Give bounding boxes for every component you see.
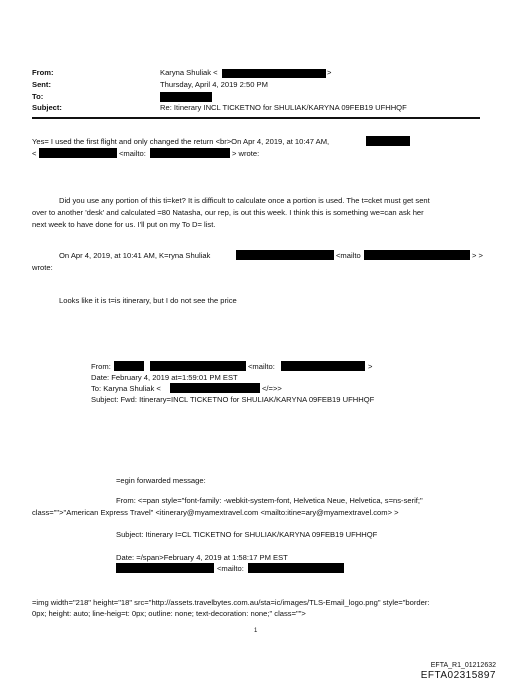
header-divider: [32, 117, 480, 119]
subject-label: Subject:: [32, 103, 62, 112]
page-number: 1: [254, 628, 258, 634]
quoted-paragraph-3: Looks like it is t=is itinerary, but I do not see the price: [59, 296, 237, 305]
forward-from-tail: >: [368, 362, 373, 371]
redaction-box: [366, 136, 410, 146]
forward-to-suffix: </=>>: [262, 384, 282, 393]
img-tag-line-2: 0px; height: auto; line-heig=t: 0px; outline: none; text-decoration: none;" class="">: [32, 609, 306, 618]
quoted-line: wrote:: [32, 263, 53, 272]
reply-line-2-mailto: <mailto:: [119, 149, 146, 158]
redaction-box: [160, 92, 212, 102]
reply-line-1: Yes= I used the first flight and only changed the return <br>On Apr 4, 2019, at 10:47 AM,: [32, 137, 330, 146]
forward-mailto: <mailto:: [248, 362, 275, 371]
orig-date: Date: =/span>February 4, 2019 at 1:58:17 PM EST: [116, 553, 288, 562]
forward-from-label: From:: [91, 362, 111, 371]
redaction-box: [150, 361, 246, 371]
forward-to-prefix: To: Karyna Shuliak <: [91, 384, 161, 393]
redaction-box: [114, 361, 144, 371]
redaction-box: [222, 69, 326, 78]
redaction-box: [248, 563, 344, 573]
orig-mailto: <mailto:: [217, 564, 244, 573]
redaction-box: [170, 383, 260, 393]
bates-number-large: EFTA02315897: [420, 670, 496, 681]
from-label: From:: [32, 68, 54, 77]
redaction-box: [116, 563, 214, 573]
from-tail: >: [327, 68, 332, 77]
redaction-box: [236, 250, 334, 260]
reply-line-2-suffix: > wrote:: [232, 149, 260, 158]
quoted-suffix: > >: [472, 251, 483, 260]
sent-value: Thursday, April 4, 2019 2:50 PM: [160, 80, 268, 89]
quoted-line: Did you use any portion of this ti=ket? It is difficult to calculate once a portion is used. The t=cket must get sent: [59, 196, 430, 205]
redaction-box: [39, 148, 117, 158]
from-value: [160, 68, 218, 78]
redaction-box: [364, 250, 470, 260]
orig-from-line-1: From: <=pan style="font-family: -webkit-system-font, Helvetica Neue, Helvetica, s=ns-serif;": [116, 496, 423, 505]
quoted-line: On Apr 4, 2019, at 10:41 AM, K=ryna Shuliak: [59, 251, 211, 260]
subject-value: Re: Itinerary INCL TICKETNO for SHULIAK/KARYNA 09FEB19 UFHHQF: [160, 103, 407, 112]
redaction-box: [281, 361, 365, 371]
img-tag-line-1: =img width="218" height="18" src="http://assets.travelbytes.com.au/sta=ic/images/TLS-Email_logo.png" style="border:: [32, 598, 430, 607]
begin-forwarded: =egin forwarded message:: [116, 476, 206, 485]
sent-label: Sent:: [32, 80, 51, 89]
quoted-mailto: <mailto: [336, 251, 361, 260]
forward-date: Date: February 4, 2019 at=1:59:01 PM EST: [91, 373, 238, 382]
redaction-box: [150, 148, 230, 158]
orig-subject: Subject: Itinerary I=CL TICKETNO for SHULIAK/KARYNA 09FEB19 UFHHQF: [116, 530, 378, 539]
reply-line-2-prefix: <: [32, 149, 37, 158]
to-label: To:: [32, 92, 44, 101]
from-name: Karyna Shuliak <: [160, 68, 218, 77]
quoted-line: next week to have done for us. I'll put on my To D= list.: [32, 220, 216, 229]
orig-from-line-2: class="">"American Express Travel" <itinerary@myamextravel.com <mailto:itine=ary@myamextravel.com> >: [32, 508, 399, 517]
quoted-line: over to another 'desk' and calculated =80 Natasha, our rep, is out this week. I think this is something we=can ask her: [32, 208, 424, 217]
bates-number-small: EFTA_R1_01212632: [430, 662, 496, 669]
forward-subject: Subject: Fwd: Itinerary=INCL TICKETNO for SHULIAK/KARYNA 09FEB19 UFHHQF: [91, 395, 375, 404]
